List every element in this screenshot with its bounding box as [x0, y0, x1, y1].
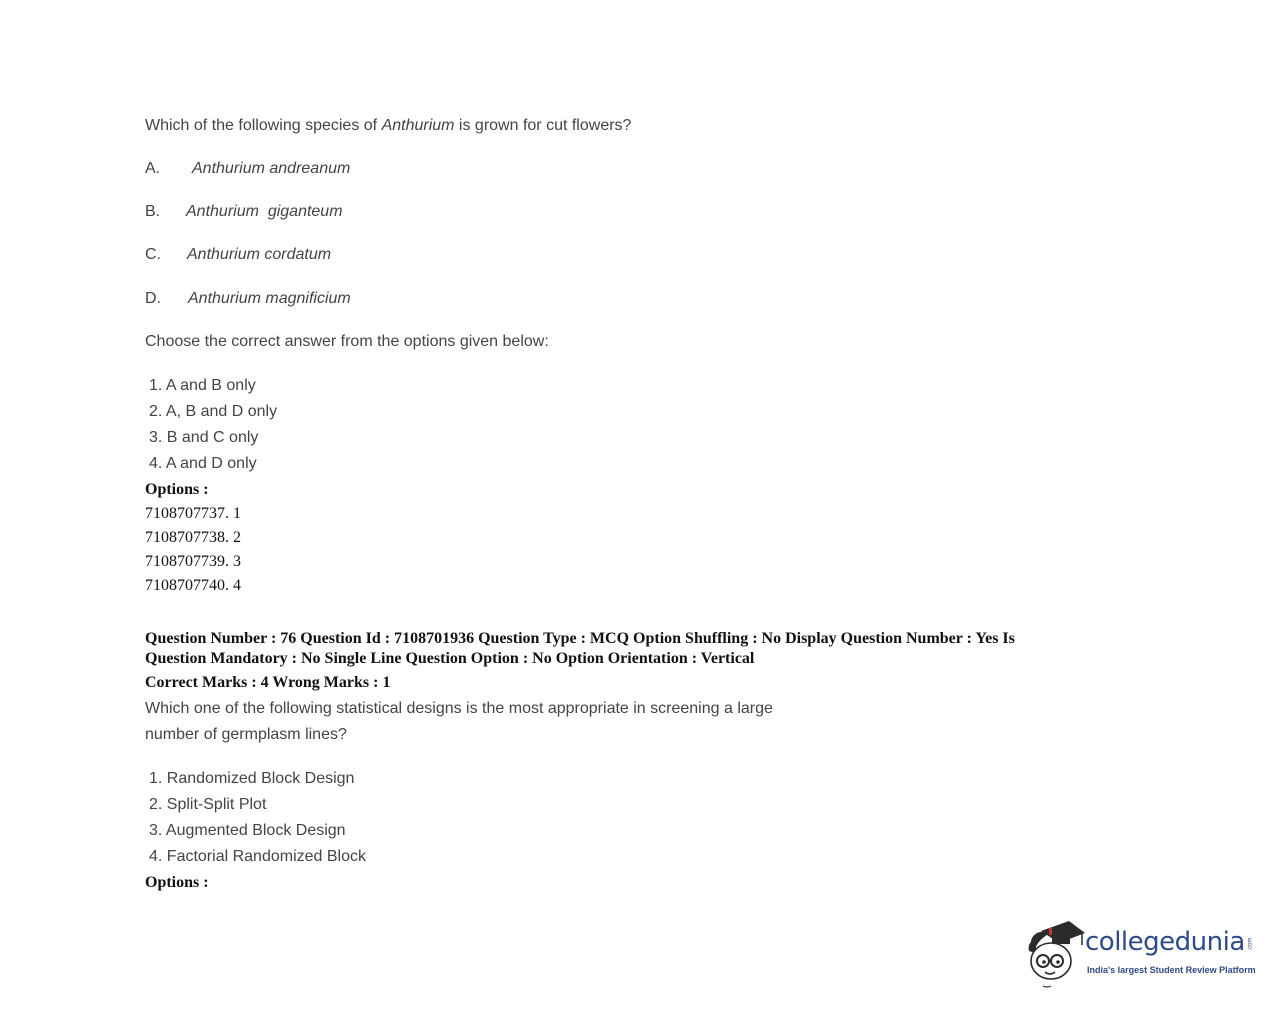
statement-letter: A.	[145, 160, 161, 177]
q1-choice-4: 4. A and D only	[149, 455, 257, 472]
statement-text: Anthurium andreanum	[192, 160, 351, 177]
q1-option-id-4: 7108707740. 4	[145, 577, 241, 594]
q1-options-label: Options :	[145, 481, 209, 498]
q1-choice-3: 3. B and C only	[149, 429, 259, 446]
q1-option-id-2: 7108707738. 2	[145, 529, 241, 546]
q2-meta-line-1: Question Number : 76 Question Id : 7108701936 Question Type : MCQ Option Shuffling : No Display Question Number : Yes Is	[145, 630, 1015, 647]
statement-letter: B.	[145, 203, 161, 220]
statement-d	[145, 290, 351, 308]
statement-a	[145, 160, 350, 178]
statement-letter: C.	[145, 246, 161, 263]
q2-choice-4: 4. Factorial Randomized Block	[149, 848, 366, 865]
q2-choice-2: 2. Split-Split Plot	[149, 796, 267, 813]
question-2-text-line-2: number of germplasm lines?	[145, 726, 347, 743]
mascot-icon	[1025, 917, 1087, 989]
q2-meta-line-2: Question Mandatory : No Single Line Question Option : No Option Orientation : Vertical	[145, 650, 755, 667]
statement-text: Anthurium magnificium	[188, 290, 351, 307]
q1-option-id-1: 7108707737. 1	[145, 505, 241, 522]
question-1-text-italic: Anthurium	[381, 117, 455, 134]
question-1-text	[145, 117, 631, 135]
statement-b	[145, 203, 343, 221]
question-1-text-after: is grown for cut flowers?	[454, 117, 632, 134]
q2-choice-3: 3. Augmented Block Design	[149, 822, 346, 839]
q2-choice-1: 1. Randomized Block Design	[149, 770, 355, 787]
statement-text: Anthurium giganteum	[186, 203, 343, 220]
statement-letter: D.	[145, 290, 161, 307]
collegedunia-logo	[1025, 915, 1265, 990]
logo-tagline: India's largest Student Review Platform	[1087, 965, 1256, 975]
q2-options-label: Options :	[145, 874, 209, 891]
q1-choice-2: 2. A, B and D only	[149, 403, 278, 420]
question-1-text-before: Which of the following species of	[145, 117, 382, 134]
logo-brand-text: collegedunia	[1085, 927, 1245, 957]
logo-com-text: .com	[1247, 937, 1254, 951]
q2-marks: Correct Marks : 4 Wrong Marks : 1	[145, 674, 391, 691]
q1-choice-1: 1. A and B only	[149, 377, 256, 394]
q1-option-id-3: 7108707739. 3	[145, 553, 241, 570]
statement-c	[145, 246, 331, 264]
question-2-text-line-1: Which one of the following statistical designs is the most appropriate in screening a large	[145, 700, 773, 717]
statement-text: Anthurium cordatum	[187, 246, 332, 263]
choose-instruction: Choose the correct answer from the options given below:	[145, 333, 549, 350]
